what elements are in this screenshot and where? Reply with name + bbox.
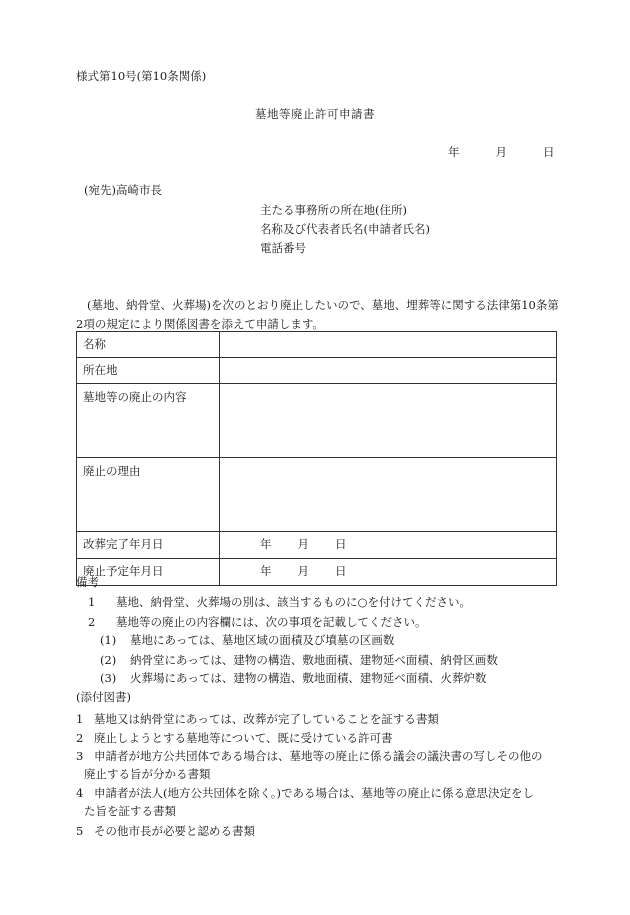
reburial-completion-date-field[interactable] (220, 532, 557, 559)
note-item (88, 596, 471, 610)
ymd-day-label: 日 (335, 564, 347, 579)
attachment-text-continuation: 廃止する旨が分かる書類 (84, 767, 211, 781)
attachment-text: 申請者が法人(地方公共団体を除く。)である場合は、墓地等の廃止に係る意思決定をし (94, 786, 534, 800)
ymd-month-label: 月 (297, 564, 309, 579)
sub-item-number: (1) (100, 633, 117, 647)
attachment-item (76, 822, 562, 840)
planned-abolition-date-field[interactable] (220, 559, 557, 586)
ymd-day-label: 日 (335, 537, 347, 552)
table-row (77, 358, 557, 384)
attachment-text: 廃止しようとする墓地等について、既に受けている許可書 (94, 731, 393, 745)
attachment-number: 5 (76, 824, 84, 838)
table-row (77, 384, 557, 458)
applicant-name-label: 名称及び代表者氏名(申請者氏名) (260, 222, 430, 236)
form-number: 様式第10号(第10条関係) (76, 69, 207, 83)
addressee: (宛先)高崎市長 (84, 183, 162, 197)
attachment-text: その他市長が必要と認める書類 (94, 824, 255, 838)
date-month-label: 月 (495, 145, 507, 159)
row-label-reburial-completion-date: 改葬完了年月日 (77, 532, 220, 559)
row-label-abolition-content: 墓地等の廃止の内容 (77, 384, 220, 458)
date-line (448, 146, 555, 160)
location-field[interactable] (220, 358, 557, 384)
sub-item-text: 納骨堂にあっては、建物の構造、敷地面積、建物延べ面積、納骨区画数 (130, 653, 498, 667)
attachment-item (76, 710, 562, 728)
attachment-text: 墓地又は納骨堂にあっては、改葬が完了していることを証する書類 (94, 712, 439, 726)
note-item (88, 616, 427, 630)
row-label-location: 所在地 (77, 358, 220, 384)
row-label-planned-abolition-date: 廃止予定年月日 (77, 559, 220, 586)
sub-item-text: 火葬場にあっては、建物の構造、敷地面積、建物延べ面積、火葬炉数 (130, 671, 487, 685)
attachment-text: 申請者が地方公共団体である場合は、墓地等の廃止に係る議会の議決書の写しその他の (94, 749, 543, 763)
attachment-number: 3 (76, 749, 84, 763)
abolition-reason-field[interactable] (220, 458, 557, 532)
document-title: 墓地等廃止許可申請書 (255, 107, 375, 121)
note-text: 墓地等の廃止の内容欄には、次の事項を記載してください。 (116, 615, 427, 629)
attachment-item (76, 784, 562, 820)
table-row (77, 559, 557, 586)
attachments-heading: (添付図書) (76, 690, 131, 704)
sub-item-text: 墓地にあっては、墓地区域の面積及び墳墓の区画数 (130, 633, 395, 647)
application-table (76, 331, 557, 586)
sub-item-number: (3) (100, 671, 117, 685)
sub-item-number: (2) (100, 653, 117, 667)
note-number: 2 (88, 615, 96, 629)
note-sub-item (100, 654, 498, 668)
ymd-year-label: 年 (260, 537, 272, 552)
attachment-item (76, 729, 562, 747)
name-field[interactable] (220, 332, 557, 358)
abolition-content-field[interactable] (220, 384, 557, 458)
note-sub-item (100, 672, 486, 686)
ymd-month-label: 月 (297, 537, 309, 552)
row-label-name: 名称 (77, 332, 220, 358)
date-year-label: 年 (448, 145, 460, 159)
note-number: 1 (88, 595, 96, 609)
applicant-office-address-label: 主たる事務所の所在地(住所) (260, 203, 407, 217)
table-row (77, 458, 557, 532)
note-text: 墓地、納骨堂、火葬場の別は、該当するものに○を付けてください。 (116, 595, 472, 609)
date-day-label: 日 (543, 145, 555, 159)
notes-heading: 備考 (76, 575, 99, 589)
attachment-number: 1 (76, 712, 84, 726)
note-sub-item (100, 634, 394, 648)
application-statement: (墓地、納骨堂、火葬場)を次のとおり廃止したいので、墓地、埋葬等に関する法律第10条第2項の規定により関係図書を添えて申請します。 (76, 298, 559, 331)
attachment-number: 2 (76, 731, 84, 745)
attachment-text-continuation: た旨を証する書類 (84, 804, 176, 818)
ymd-year-label: 年 (260, 564, 272, 579)
table-row (77, 332, 557, 358)
table-row (77, 532, 557, 559)
row-label-abolition-reason: 廃止の理由 (77, 458, 220, 532)
attachment-item (76, 747, 562, 783)
attachment-number: 4 (76, 786, 84, 800)
applicant-phone-label: 電話番号 (260, 241, 306, 255)
